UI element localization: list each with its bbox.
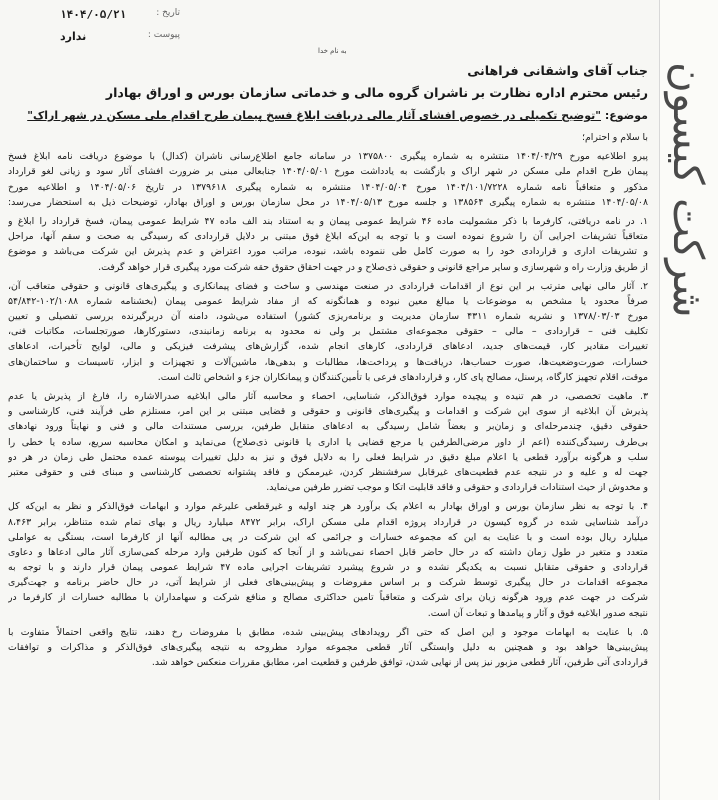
letter-body	[8, 60, 648, 670]
numbered-item-2	[8, 279, 648, 385]
subject-line	[8, 104, 648, 130]
body-line: و تشریفات اداری و قراردادی خود را به صورت کامل طی ننموده باشد، نبوده، مراتب مورد اعتراض و عدم پذیرش این شرکت می‌باشد و موضوع	[8, 246, 648, 258]
body-line: سلب و هرگونه برآورد قطعی یا اعلام مبلغ دقیق در شرایط فعلی را به دلایل فوق و نیز به دلیل تغییرات پیوسته عمده محتمل طی زمان در هر دو	[8, 451, 648, 463]
body-line: قراردادی و حقوقی متقابل نسبت به یکدیگر نشده و در شروع پیشبرد تشریفات اجرایی ماده ۴۷ شرایط عمومی پیمان قرار دارند و با توجه به	[8, 562, 648, 574]
body-line: از طریق وزارت راه و شهرسازی و سایر مراجع قانونی و حقوقی ذی‌صلاح و در جهت احقاق حقوق حقه شرکت مورد پیگیری قرار خواهد گرفت.	[98, 261, 648, 273]
body-line: جهت له و علیه و در نتیجه عدم قطعیت‌های غیرقابل سرفشنظر کردن، غیرممکن و فاقد پشتوانه تخصصی کارشناسی و مبنای فنی و حقوقی معتبر	[8, 466, 648, 478]
body-line: پذیرش آن ابلاغیه از سوی این شرکت و اقدامات و پیگیری‌های قانونی و حقوقی و قضایی مبتنی بر این امر، مستلزم طی فرآیند فنی، کارشناسی و	[8, 406, 648, 418]
body-line: مجموعه اقدامات در حال پیگیری توسط شرکت و بر اساس مفروضات و پیش‌بینی‌های فعلی از شرایط آتی، در حال حاضر برنامه و جهت‌گیری	[8, 577, 648, 589]
attachment-row	[60, 30, 180, 48]
body-line: ۱۴۰۴/۰۵/۰۸ منتشره به شماره پیگیری ۱۳۸۵۶۴ و جلسه مورخ ۱۴۰۴/۰۵/۱۳ در محل سازمان بورس و اوراق بهادار، توضیحات ذیل به استحضار می‌رسد:	[8, 196, 648, 208]
bismillah: به نام خدا	[318, 47, 347, 55]
company-name-vertical: شرکت کیسون	[664, 62, 713, 318]
numbered-item-1	[8, 214, 648, 275]
subject-label: موضوع:	[604, 109, 648, 122]
body-line: ۳. ماهیت تخصصی، در هم تنیده و پیچیده موارد فوق‌الذکر، شناسایی، احصاء و محاسبه آثار مالی ابلاغیه صدرالاشاره را، فارغ از پذیرش یا عدم	[8, 391, 648, 402]
body-line: متعاقباً تشریفات اجرایی آن را شروع نموده است و با توجه به این‌که ابلاغ فوق مبتنی بر دلایل قراردادی که رسیدگی به صحت و سقم آنها، مراحل	[8, 231, 648, 243]
recipient-name: جناب آقای واشقانی فراهانی	[467, 63, 648, 78]
recipient-title: رئیس محترم اداره نظارت بر ناشران گروه مالی و خدماتی سازمان بورس و اوراق بهادار	[105, 85, 648, 100]
body-line: ۴. با توجه به نظر سازمان بورس و اوراق بهادار به اعلام یک برآورد هر چند اولیه و غیرقطعی علیرغم موارد و ابهامات فوق‌الذکر و نظر به این‌که کل	[8, 501, 648, 513]
body-line: مورخ ۱۳۷۸/۰۳/۰۳ و نشریه شماره ۴۳۱۱ سازمان مدیریت و برنامه‌ریزی کشور) استفاده می‌شود، دامنه آن دربرگیرنده بررسی تفصیلی و تعیین	[8, 311, 648, 323]
body-line: نتیجه صدور ابلاغیه فوق و آثار و پیامدها و تبعات آن است.	[427, 607, 648, 619]
date-row	[60, 8, 180, 26]
numbered-item-4	[8, 499, 648, 621]
numbered-item-3	[8, 389, 648, 495]
body-line: و مخدوش از حیث استنادات قراردادی و حقوقی و فاقد قابلیت اتکا و موجب تضرر طرفین می‌نماید.	[266, 482, 648, 494]
body-line: تکلیف فنی – قراردادی – مالی – حقوقی مجموعه‌ای مشتمل بر ولی نه محدود به برنامه زمانبندی، دستورکارها، صورتجلسات، مکاتبات فنی،	[8, 326, 648, 338]
date-value: ۱۴۰۴/۰۵/۲۱	[60, 8, 127, 21]
subject-text: "توضیح تکمیلی در خصوص افشای آثار مالی دریافت ابلاغ فسخ پیمان طرح اقدام ملی مسکن در شهر اراک"	[27, 109, 601, 122]
body-line: بی‌طرف رسیدگی‌کننده (اعم از داور مرضی‌الطرفین یا مرجع قضایی یا اداری یا قانونی ذی‌صلاح) می‌نماید و امکان محاسبه سریع، ساده یا خطی را	[8, 436, 648, 448]
body-line: ۲. آثار مالی نهایی مترتب بر این نوع از اقدامات قراردادی در صنعت مهندسی و ساخت و فضای پیمانکاری و پیگیری‌های قانونی و حقوقی متعاقب آن،	[8, 280, 648, 292]
body-line: پیمان طرح اقدام ملی مسکن در شهر اراک و بازگشت به یادداشت مورخ ۱۴۰۴/۰۵/۰۱ جنابعالی مبنی بر ضرورت افشای آثار سود و زیانی لغو قرارداد	[8, 166, 648, 178]
body-line: درآمد شناسایی شده در گروه کیسون در قرارداد پروژه اقدام ملی مسکن اراک، برابر ۸۴۷۲ میلیارد ریال و بهای تمام شده متناظر، برابر ۸،۴۶۳	[8, 516, 648, 528]
body-line: حقوقی دقیق، چندمرحله‌ای و زمان‌بر و بعضاً شامل رسیدگی به ادعاهای متقابل طرفین، بررسی مستندات مالی و فنی و نهایتاً ورود نهادهای	[8, 421, 648, 433]
intro-paragraph	[8, 149, 648, 210]
greeting: با سلام و احترام؛	[582, 132, 648, 143]
body-line: موقت، اقلام تجهیز کارگاه، پرسنل، مصالح پای کار، و قراردادهای فرعی با تأمین‌کنندگان و پیمانکاران جزء و اشخاص ثالث است.	[157, 371, 648, 383]
attachment-value: ندارد	[60, 30, 87, 43]
letterhead-strip	[659, 0, 718, 800]
date-label: تاریخ :	[156, 8, 180, 18]
body-line: پیش‌بینی‌ها خواهد بود و همچنین به دلیل وابستگی آثار قطعی مجموعه موارد مطروحه به نتیجه پیگیری‌های فوق‌الذکر و مذاکرات و توافقات	[8, 642, 648, 653]
body-line: صرفاً محدود یا مشخص به موضوعات یا مبالغ معین نبوده و همانگونه که از مفاد شرایط عمومی پیمان (بخشنامه شماره ۱۰۲/۱۰۸۸-۵۴/۸۴۲	[8, 295, 648, 307]
body-line: شرکت در جهت عدم ورود هرگونه زیان برای شرکت و متعاقباً تامین حداکثری مصالح و منافع شرکت و سهامداران با مطالبه خسارات از کارفرما در	[8, 592, 648, 604]
body-line: مذکور و متعاقباً نامه شماره ۱۴۰۴/۱۰۱/۷۲۲۸ مورخ ۱۴۰۴/۰۵/۰۴ منتشره به شماره پیگیری ۱۳۷۹۶۱۸ در تاریخ ۱۴۰۴/۰۵/۰۶ و اطلاعیه مورخ	[8, 181, 648, 193]
body-line: تغییرات مقادیر کار، قیمت‌های جدید، ادعاهای قراردادی، کارهای انجام شده، گزارش‌های پیشرفت فیزیکی و مالی، لوایح تأخیرات، ادعاهای	[8, 341, 648, 353]
body-line: پیرو اطلاعیه مورخ ۱۴۰۴/۰۴/۲۹ منتشره به شماره پیگیری ۱۳۷۵۸۰۰ در سامانه جامع اطلاع‌رسانی ناشران (کدال) با موضوع دریافت نامه ابلاغ فسخ	[8, 151, 648, 163]
body-line: قراردادی آتی طرفین، آثار قطعی مزبور نیز پس از نهایی شدن، توافق طرفین و قطعیت امر، مطابق مقررات منعکس خواهد شد.	[151, 657, 648, 669]
attachment-label: پیوست :	[147, 30, 180, 40]
body-line: ۵. با عنایت به ابهامات موجود و این اصل که حتی اگر رویدادهای پیش‌بینی شده، مطابق با مفروضات رخ دهند، نتایج واقعی احتمالاً متفاوت با	[8, 626, 648, 638]
body-line: متعدد و متغیر در طول زمان داشته که در حال حاضر قابل احصاء نمی‌باشد و از آنجا که کنون طرفین وارد مرحله کمی‌سازی آثار مالی ادعاها و دعاوی	[8, 546, 648, 558]
body-line: میلیارد ریال بوده است و با عنایت به این که مجموعه خسارات و جرائمی که این شرکت در پی مطالبه آنها از کارفرما است، بستگی به عواملی	[8, 531, 648, 543]
body-line: ۱. در نامه دریافتی، کارفرما با ذکر مشمولیت ماده ۴۶ شرایط عمومی پیمان و به استناد بند الف ماده ۴۷ شرایط عمومی پیمان، فسخ قرارداد را ابلاغ و	[8, 215, 648, 227]
body-line: خسارات، صورت‌وضعیت‌ها، صورت حساب‌ها، دریافت‌ها و پرداخت‌ها، مطالبات و بدهی‌ها، ماشین‌آلات و تجهیزات و ابزار، تاسیسات و ساختمان‌های	[8, 356, 648, 368]
numbered-item-5	[8, 625, 648, 671]
